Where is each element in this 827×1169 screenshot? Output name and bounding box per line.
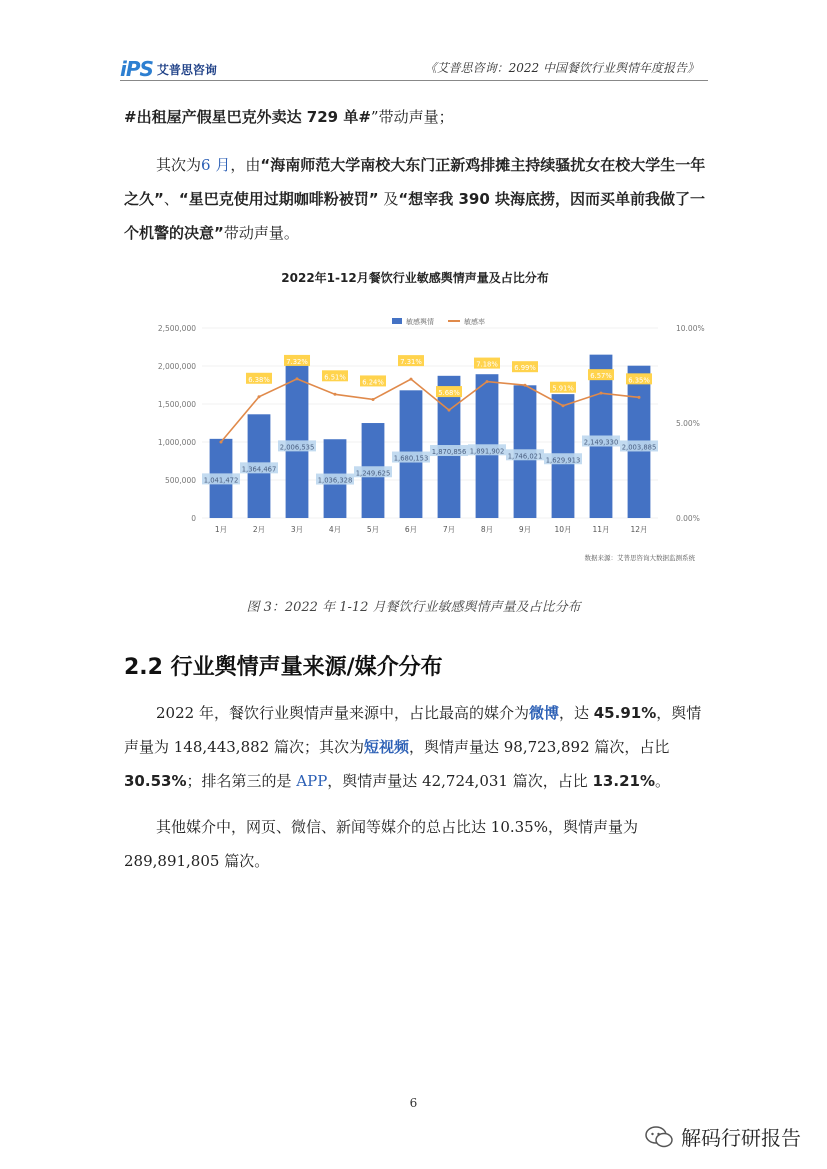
text: ”带动声量； bbox=[370, 108, 454, 126]
bar-value-label: 1,746,021 bbox=[507, 452, 543, 461]
y-tick-label-left: 0 bbox=[191, 514, 196, 523]
bar-value-label: 1,870,856 bbox=[431, 448, 467, 457]
rate-point bbox=[600, 392, 603, 395]
x-tick-label: 2月 bbox=[252, 525, 266, 534]
chart-title: 2022年1-12月餐饮行业敏感舆情声量及占比分布 bbox=[281, 271, 549, 285]
rate-value-label: 6.35% bbox=[628, 376, 650, 385]
brand-logo bbox=[120, 57, 217, 81]
section-heading: 2.2 行业舆情声量来源/媒介分布 bbox=[124, 655, 443, 680]
topic-bold: “星巴克使用过期咖啡粉被罚” bbox=[178, 190, 379, 208]
x-tick-label: 6月 bbox=[404, 525, 418, 534]
x-tick-label: 5月 bbox=[366, 525, 380, 534]
rate-point bbox=[486, 380, 489, 383]
rate-point bbox=[562, 404, 565, 407]
chart-legend bbox=[392, 317, 485, 326]
media-short-video: 短视频 bbox=[363, 738, 409, 756]
text: 其次为 bbox=[156, 156, 202, 174]
y-tick-label-left: 1,000,000 bbox=[157, 438, 196, 447]
highlight-month: 6 月 bbox=[201, 156, 231, 174]
page-number: 6 bbox=[409, 1096, 418, 1110]
rate-value-label: 6.51% bbox=[324, 373, 346, 382]
paragraph-other-media: 其他媒介中，网页、微信、新闻等媒介的总占比达 10.35%，舆情声量为 289,891,805 篇次。 bbox=[124, 818, 638, 870]
text: 。 bbox=[654, 772, 670, 790]
topic-bold: “想宰我 390 块海底捞，因而买单前我做了一个机警的决意” bbox=[124, 190, 705, 242]
y-tick-label-left: 1,500,000 bbox=[157, 400, 196, 409]
rate-value-label: 7.18% bbox=[476, 360, 498, 369]
wechat-icon bbox=[645, 1126, 673, 1148]
footer-brand-text: 解码行研报告 bbox=[681, 1126, 801, 1150]
rate-point bbox=[448, 409, 451, 412]
legend-swatch-bar bbox=[392, 318, 402, 324]
chart-source: 数据来源：艾普思咨询大数据监测系统 bbox=[584, 554, 695, 562]
text: 带动声量。 bbox=[223, 224, 299, 242]
bar-value-label: 1,041,472 bbox=[203, 476, 239, 485]
rate-point bbox=[258, 395, 261, 398]
text: 2022 年，餐饮行业舆情声量来源中，占比最高的媒介为 bbox=[156, 704, 529, 722]
bar-value-label: 1,364,467 bbox=[241, 465, 277, 474]
rate-point bbox=[372, 398, 375, 401]
rate-line bbox=[221, 379, 639, 442]
rate-point bbox=[334, 393, 337, 396]
percent-bold: 13.21% bbox=[592, 772, 655, 790]
text: ，达 bbox=[558, 704, 594, 722]
y-tick-label-left: 2,500,000 bbox=[157, 324, 196, 333]
logo-text: 艾普思咨询 bbox=[156, 62, 217, 77]
x-tick-label: 11月 bbox=[592, 525, 610, 534]
bar-value-label: 1,891,902 bbox=[469, 447, 505, 456]
y-tick-label-left: 2,000,000 bbox=[157, 362, 196, 371]
media-weibo: 微博 bbox=[528, 704, 559, 722]
rate-point bbox=[296, 377, 299, 380]
x-tick-label: 1月 bbox=[214, 525, 228, 534]
bar-value-label: 1,629,913 bbox=[545, 456, 581, 465]
header-divider bbox=[120, 80, 708, 81]
text: ；排名第三的是 bbox=[186, 772, 297, 790]
rate-point bbox=[638, 396, 641, 399]
rate-value-label: 7.32% bbox=[286, 357, 308, 366]
legend-label-bar: 敏感舆情 bbox=[406, 318, 434, 326]
media-app: APP bbox=[296, 772, 328, 790]
rate-value-label: 6.24% bbox=[362, 378, 384, 387]
rate-value-label: 5.68% bbox=[438, 389, 460, 398]
legend-label-line: 敏感率 bbox=[464, 318, 485, 326]
x-tick-label: 9月 bbox=[518, 525, 532, 534]
x-tick-label: 8月 bbox=[480, 525, 494, 534]
y-tick-label-right: 5.00% bbox=[676, 419, 700, 428]
text: ，舆情声量为 148,443,882 篇次；其次为 bbox=[124, 704, 702, 756]
bar-value-label: 1,680,153 bbox=[393, 454, 429, 463]
text: 及 bbox=[378, 190, 399, 208]
rate-value-label: 7.31% bbox=[400, 358, 422, 367]
y-tick-label-left: 500,000 bbox=[164, 476, 196, 485]
topic-bold: “海南师范大学南校大东门正新鸡排摊主持续骚扰女在校大学生一年之久” bbox=[124, 156, 706, 208]
percent-bold: 30.53% bbox=[124, 772, 187, 790]
x-tick-label: 12月 bbox=[630, 525, 648, 534]
logo-mark: iPS bbox=[120, 57, 153, 81]
text: ，舆情声量达 98,723,892 篇次，占比 bbox=[408, 738, 670, 756]
x-tick-label: 3月 bbox=[290, 525, 304, 534]
percent-bold: 45.91% bbox=[593, 704, 657, 722]
y-tick-label-right: 10.00% bbox=[676, 324, 705, 333]
rate-value-label: 6.38% bbox=[248, 375, 270, 384]
rate-value-label: 6.99% bbox=[514, 364, 536, 373]
bar-value-label: 2,003,885 bbox=[621, 443, 657, 452]
rate-point bbox=[220, 441, 223, 444]
rate-value-label: 6.57% bbox=[590, 372, 612, 381]
bar-value-label: 2,006,535 bbox=[279, 443, 315, 452]
x-tick-label: 7月 bbox=[442, 525, 456, 534]
bar-value-label: 2,149,330 bbox=[583, 438, 619, 447]
topic-bold: #出租屋产假星巴克外卖达 729 单# bbox=[124, 108, 371, 126]
text: ，由 bbox=[230, 156, 261, 174]
figure-caption: 图 3：2022 年 1-12 月餐饮行业敏感舆情声量及占比分布 bbox=[246, 600, 581, 615]
rate-value-label: 5.91% bbox=[552, 384, 574, 393]
paragraph-june bbox=[124, 148, 706, 250]
paragraph-continuation bbox=[124, 100, 706, 134]
bar-value-label: 1,036,328 bbox=[317, 476, 353, 485]
paragraph-media bbox=[124, 696, 706, 798]
chart-svg bbox=[130, 262, 705, 580]
rate-point bbox=[524, 384, 527, 387]
wechat-brand bbox=[645, 1122, 801, 1151]
x-tick-label: 4月 bbox=[328, 525, 342, 534]
y-tick-label-right: 0.00% bbox=[676, 514, 700, 523]
x-tick-label: 10月 bbox=[554, 525, 572, 534]
bar-value-label: 1,249,625 bbox=[355, 469, 391, 478]
report-title: 《艾普思咨询：2022 中国餐饮行业舆情年度报告》 bbox=[424, 61, 699, 75]
text: 、 bbox=[163, 190, 179, 208]
chart bbox=[130, 262, 705, 580]
rate-point bbox=[410, 378, 413, 381]
text: ，舆情声量达 42,724,031 篇次，占比 bbox=[327, 772, 593, 790]
